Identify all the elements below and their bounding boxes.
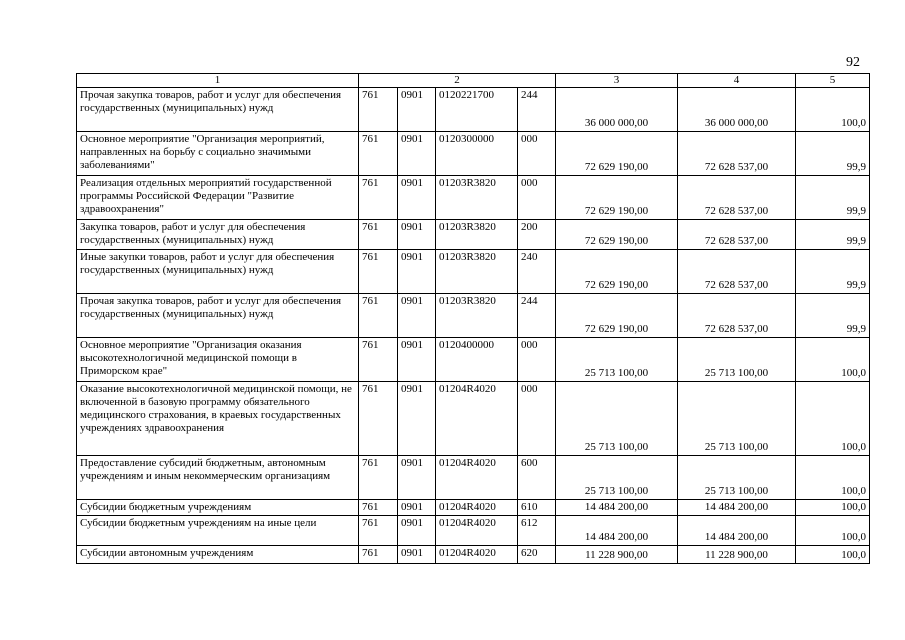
row-name-cell: Предоставление субсидий бюджетным, автономным учреждениям и иным некоммерческим организациям [77, 456, 359, 500]
row-percent: 99,9 [796, 176, 870, 220]
row-target-code: 0120400000 [436, 338, 518, 382]
table-row [77, 456, 870, 500]
row-percent: 100,0 [796, 88, 870, 132]
row-org-code: 761 [359, 88, 398, 132]
row-target-code: 01203R3820 [436, 250, 518, 294]
row-section-code: 0901 [398, 338, 436, 382]
table-row [77, 220, 870, 250]
row-name-cell: Субсидии бюджетным учреждениям на иные цели [77, 516, 359, 546]
row-target-code: 01204R4020 [436, 456, 518, 500]
table-row [77, 500, 870, 516]
row-name-cell: Прочая закупка товаров, работ и услуг для обеспечения государственных (муниципальных) нужд [77, 88, 359, 132]
row-org-code: 761 [359, 338, 398, 382]
row-target-code: 01204R4020 [436, 500, 518, 516]
row-plan-amount: 14 484 200,00 [556, 516, 678, 546]
row-fact-amount: 14 484 200,00 [678, 516, 796, 546]
header-col-1: 1 [77, 74, 359, 88]
row-expense-type-code: 600 [518, 456, 556, 500]
row-fact-amount: 25 713 100,00 [678, 382, 796, 456]
table-row [77, 176, 870, 220]
row-target-code: 01203R3820 [436, 176, 518, 220]
row-plan-amount: 72 629 190,00 [556, 294, 678, 338]
row-plan-amount: 25 713 100,00 [556, 382, 678, 456]
row-percent: 100,0 [796, 500, 870, 516]
row-expense-type-code: 200 [518, 220, 556, 250]
row-plan-amount: 25 713 100,00 [556, 456, 678, 500]
row-expense-type-code: 000 [518, 382, 556, 456]
row-section-code: 0901 [398, 250, 436, 294]
row-name-cell: Прочая закупка товаров, работ и услуг для обеспечения государственных (муниципальных) нужд [77, 294, 359, 338]
row-org-code: 761 [359, 294, 398, 338]
row-percent: 99,9 [796, 294, 870, 338]
row-fact-amount: 72 628 537,00 [678, 176, 796, 220]
row-percent: 100,0 [796, 456, 870, 500]
row-expense-type-code: 620 [518, 546, 556, 564]
row-org-code: 761 [359, 456, 398, 500]
row-expense-type-code: 244 [518, 294, 556, 338]
row-section-code: 0901 [398, 456, 436, 500]
row-target-code: 01204R4020 [436, 546, 518, 564]
table-row [77, 250, 870, 294]
row-expense-type-code: 000 [518, 176, 556, 220]
row-expense-type-code: 240 [518, 250, 556, 294]
header-col-2: 2 [359, 74, 556, 88]
table-row [77, 546, 870, 564]
page-number: 92 [846, 55, 860, 70]
row-name-cell: Субсидии бюджетным учреждениям [77, 500, 359, 516]
row-expense-type-code: 000 [518, 132, 556, 176]
row-section-code: 0901 [398, 382, 436, 456]
row-fact-amount: 72 628 537,00 [678, 294, 796, 338]
header-col-3: 3 [556, 74, 678, 88]
row-plan-amount: 14 484 200,00 [556, 500, 678, 516]
row-target-code: 01203R3820 [436, 220, 518, 250]
budget-table [76, 73, 870, 564]
row-expense-type-code: 610 [518, 500, 556, 516]
row-plan-amount: 72 629 190,00 [556, 220, 678, 250]
row-fact-amount: 72 628 537,00 [678, 132, 796, 176]
row-org-code: 761 [359, 176, 398, 220]
row-name-cell: Иные закупки товаров, работ и услуг для обеспечения государственных (муниципальных) нужд [77, 250, 359, 294]
row-target-code: 01204R4020 [436, 382, 518, 456]
table-row [77, 338, 870, 382]
row-fact-amount: 72 628 537,00 [678, 250, 796, 294]
row-expense-type-code: 244 [518, 88, 556, 132]
row-percent: 100,0 [796, 516, 870, 546]
row-section-code: 0901 [398, 516, 436, 546]
row-name-cell: Основное мероприятие "Организация мероприятий, направленных на борьбу с социально значимыми заболеваниями" [77, 132, 359, 176]
row-percent: 99,9 [796, 220, 870, 250]
row-percent: 99,9 [796, 250, 870, 294]
row-org-code: 761 [359, 500, 398, 516]
row-name-cell: Реализация отдельных мероприятий государственной программы Российской Федерации "Развитие здравоохранения" [77, 176, 359, 220]
row-fact-amount: 25 713 100,00 [678, 456, 796, 500]
row-plan-amount: 36 000 000,00 [556, 88, 678, 132]
row-target-code: 0120300000 [436, 132, 518, 176]
table-row [77, 382, 870, 456]
row-section-code: 0901 [398, 88, 436, 132]
row-fact-amount: 36 000 000,00 [678, 88, 796, 132]
row-percent: 100,0 [796, 546, 870, 564]
row-plan-amount: 25 713 100,00 [556, 338, 678, 382]
table-row [77, 294, 870, 338]
row-percent: 100,0 [796, 338, 870, 382]
row-target-code: 01204R4020 [436, 516, 518, 546]
row-org-code: 761 [359, 220, 398, 250]
table-row [77, 132, 870, 176]
row-org-code: 761 [359, 546, 398, 564]
row-expense-type-code: 612 [518, 516, 556, 546]
row-target-code: 0120221700 [436, 88, 518, 132]
row-fact-amount: 25 713 100,00 [678, 338, 796, 382]
table-row [77, 516, 870, 546]
header-col-4: 4 [678, 74, 796, 88]
row-org-code: 761 [359, 382, 398, 456]
row-section-code: 0901 [398, 500, 436, 516]
row-name-cell: Оказание высокотехнологичной медицинской помощи, не включенной в базовую программу обязательного медицинского страхования, в краевых государственных учреждениях здравоохранения [77, 382, 359, 456]
row-percent: 100,0 [796, 382, 870, 456]
row-section-code: 0901 [398, 220, 436, 250]
row-percent: 99,9 [796, 132, 870, 176]
row-name-cell: Основное мероприятие "Организация оказания высокотехнологичной медицинской помощи в Приморском крае" [77, 338, 359, 382]
row-target-code: 01203R3820 [436, 294, 518, 338]
table-header-row [77, 74, 870, 88]
row-org-code: 761 [359, 250, 398, 294]
row-plan-amount: 72 629 190,00 [556, 176, 678, 220]
row-plan-amount: 72 629 190,00 [556, 132, 678, 176]
header-col-5: 5 [796, 74, 870, 88]
row-org-code: 761 [359, 516, 398, 546]
row-expense-type-code: 000 [518, 338, 556, 382]
row-name-cell: Субсидии автономным учреждениям [77, 546, 359, 564]
row-plan-amount: 72 629 190,00 [556, 250, 678, 294]
row-fact-amount: 72 628 537,00 [678, 220, 796, 250]
row-section-code: 0901 [398, 132, 436, 176]
row-fact-amount: 11 228 900,00 [678, 546, 796, 564]
row-section-code: 0901 [398, 294, 436, 338]
row-org-code: 761 [359, 132, 398, 176]
row-plan-amount: 11 228 900,00 [556, 546, 678, 564]
row-fact-amount: 14 484 200,00 [678, 500, 796, 516]
table-row [77, 88, 870, 132]
row-name-cell: Закупка товаров, работ и услуг для обеспечения государственных (муниципальных) нужд [77, 220, 359, 250]
row-section-code: 0901 [398, 176, 436, 220]
row-section-code: 0901 [398, 546, 436, 564]
